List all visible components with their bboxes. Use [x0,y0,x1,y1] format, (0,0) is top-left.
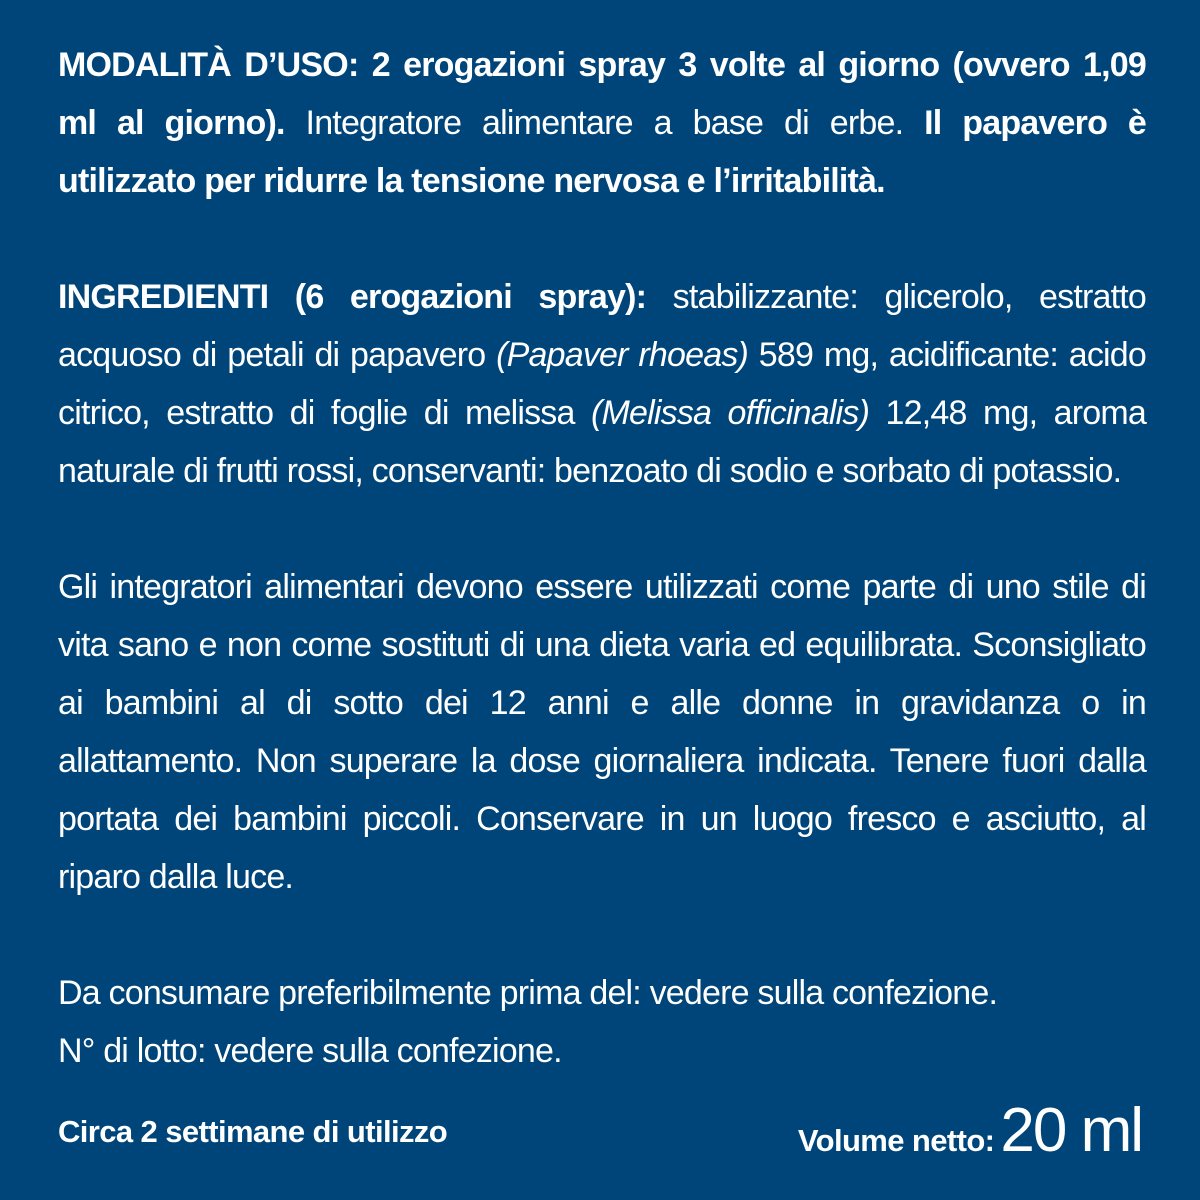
spacer [58,210,1146,268]
ingredients-part-2: 589 mg, acidificante: acido citrico, estratto di foglie di melissa [58,336,1146,432]
ingredients-part-3: 12,48 mg, aroma naturale di frutti rossi, conservanti: benzoato di sodio e sorbato di potassio. [58,394,1147,490]
ingredients-heading: INGREDIENTI (6 erogazioni spray): [58,278,647,316]
lot-number-line: N° di lotto: vedere sulla confezione. [58,1032,562,1070]
warnings-paragraph: Gli integratori alimentari devono essere utilizzati come parte di uno stile di vita sano e non come sostituti di una dieta varia ed equilibrata. Sconsigliato ai bambini al di sotto dei 12 anni e alle donne in gravidanza o in allattamento. Non superare la dose giornaliera indicata. Tenere fuori dalla portata dei bambini piccoli. Conservare in un luogo fresco e asciutto, al riparo dalla luce. [58,568,1146,896]
usage-duration: Circa 2 settimane di utilizzo [58,1114,448,1149]
best-before-line: Da consumare preferibilmente prima del: vedere sulla confezione. [58,974,998,1012]
ingredients-paragraph [58,268,1146,500]
net-volume-label: Volume netto: [797,1123,995,1158]
ingredients-part-1: stabilizzante: glicerolo, estratto acquoso di petali di papavero [58,278,1146,374]
usage-description: Integratore alimentare a base di erbe. [284,104,925,142]
ingredients-latin-papaver: (Papaver rhoeas) [496,336,749,374]
spacer [58,500,1146,558]
usage-heading: MODALITÀ D’USO: 2 erogazioni spray 3 volte al giorno (ovvero 1,09 ml al giorno). [58,46,1146,142]
net-volume-value: 20 ml [1000,1096,1142,1165]
net-volume [798,1095,1142,1166]
ingredients-latin-melissa: (Melissa officinalis) [591,394,870,432]
spacer [58,906,1146,964]
label-text-block [58,36,1146,1080]
label-footer [58,1086,1142,1166]
usage-paragraph [58,36,1146,210]
usage-claim: Il papavero è utilizzato per ridurre la tensione nervosa e l’irritabilità. [58,104,1147,200]
